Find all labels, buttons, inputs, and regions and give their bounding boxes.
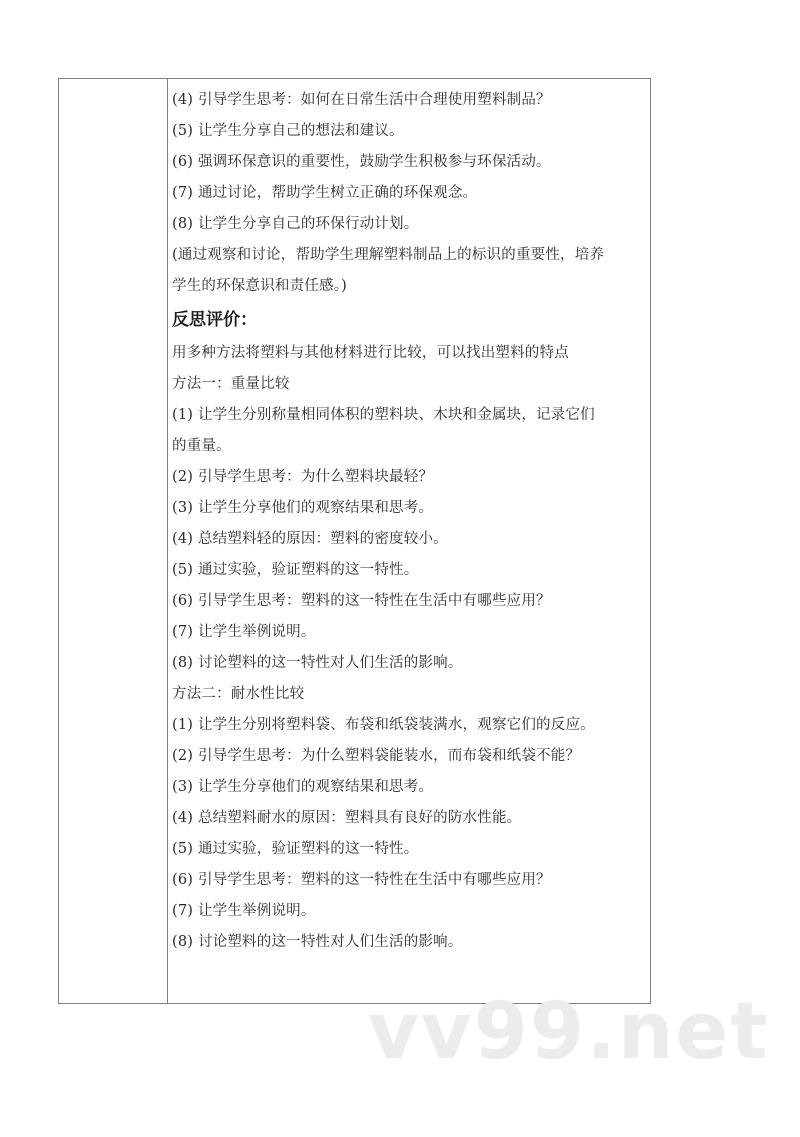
list-item: (2) 引导学生思考：为什么塑料块最轻？ <box>172 469 434 485</box>
method2-title: 方法二：耐水性比较 <box>172 686 305 702</box>
list-item: (7) 让学生举例说明。 <box>172 903 316 919</box>
list-item: (1) 让学生分别将塑料袋、布袋和纸袋装满水，观察它们的反应。 <box>172 717 595 733</box>
section1-summary: (通过观察和讨论，帮助学生理解塑料制品上的标识的重要性，培养 <box>172 247 605 263</box>
list-item: (8) 让学生分享自己的环保行动计划。 <box>172 216 419 232</box>
list-item: (3) 让学生分享他们的观察结果和思考。 <box>172 779 434 795</box>
list-item: (2) 引导学生思考：为什么塑料袋能装水，而布袋和纸袋不能？ <box>172 748 581 764</box>
list-item: (4) 总结塑料轻的原因：塑料的密度较小。 <box>172 531 448 547</box>
list-item: (5) 让学生分享自己的想法和建议。 <box>172 123 404 139</box>
list-item: (8) 讨论塑料的这一特性对人们生活的影响。 <box>172 655 463 671</box>
reflection-intro: 用多种方法将塑料与其他材料进行比较，可以找出塑料的特点 <box>172 345 569 361</box>
list-item: (5) 通过实验，验证塑料的这一特性。 <box>172 841 419 857</box>
section1-list <box>172 85 644 240</box>
section1-summary-cont: 学生的环保意识和责任感。) <box>172 278 348 294</box>
list-item: (6) 引导学生思考：塑料的这一特性在生活中有哪些应用？ <box>172 872 551 888</box>
method1-title: 方法一：重量比较 <box>172 376 290 392</box>
reflection-heading: 反思评价： <box>172 310 257 330</box>
list-item: (7) 让学生举例说明。 <box>172 624 316 640</box>
list-item: (1) 让学生分别称量相同体积的塑料块、木块和金属块，记录它们 <box>172 407 595 423</box>
list-item: (6) 强调环保意识的重要性，鼓励学生积极参与环保活动。 <box>172 154 551 170</box>
method1-section <box>172 369 644 679</box>
list-item-cont: 的重量。 <box>172 438 231 454</box>
lesson-plan-table <box>58 78 651 1004</box>
table-content-column <box>168 79 650 1003</box>
method2-section <box>172 679 644 958</box>
list-item: (5) 通过实验，验证塑料的这一特性。 <box>172 562 419 578</box>
list-item: (4) 总结塑料耐水的原因：塑料具有良好的防水性能。 <box>172 810 522 826</box>
list-item: (6) 引导学生思考：塑料的这一特性在生活中有哪些应用？ <box>172 593 551 609</box>
list-item: (4) 引导学生思考：如何在日常生活中合理使用塑料制品？ <box>172 92 551 108</box>
watermark: vv99.net <box>368 987 770 1077</box>
table-left-column <box>59 79 168 1003</box>
list-item: (8) 讨论塑料的这一特性对人们生活的影响。 <box>172 934 463 950</box>
list-item: (7) 通过讨论，帮助学生树立正确的环保观念。 <box>172 185 478 201</box>
list-item: (3) 让学生分享他们的观察结果和思考。 <box>172 500 434 516</box>
